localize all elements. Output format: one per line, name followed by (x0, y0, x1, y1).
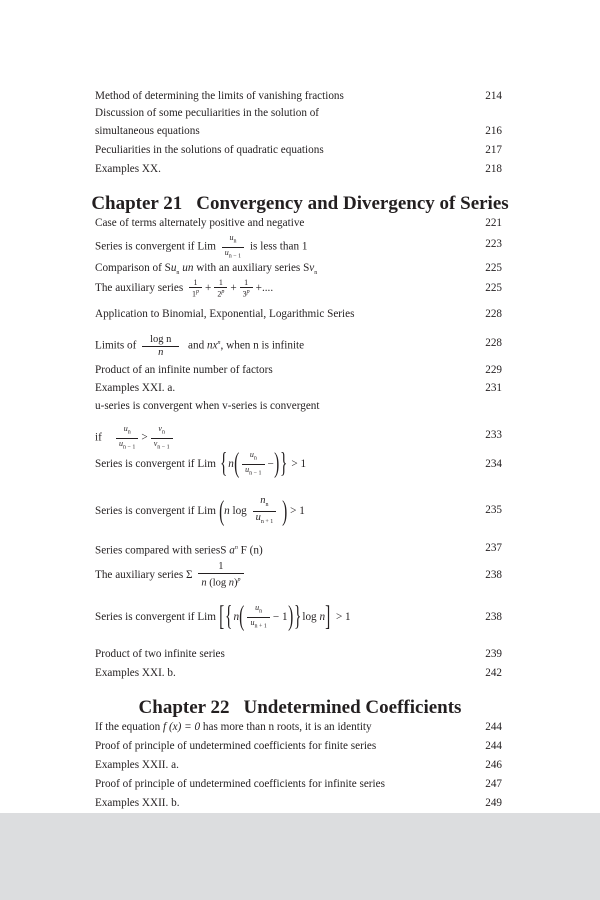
toc-entry-title: If the equation f (x) = 0 has more than n roots, it is an identity (95, 721, 372, 733)
toc-entry (95, 424, 502, 451)
toc-entry-page: 244 (485, 740, 502, 752)
toc-entry-title: Case of terms alternately positive and negative (95, 217, 305, 229)
toc-entry-title: Method of determining the limits of vanishing fractions (95, 90, 344, 102)
toc-entry-title: Application to Binomial, Exponential, Logarithmic Series (95, 308, 355, 320)
ratio-formula: $\frac{v_n}{v_{n - 1}}$ (151, 424, 173, 452)
toc-entry-title: Series compared with seriesS $a^n$ F (n) (95, 544, 263, 557)
chapter-title: Undetermined Coefficients (243, 697, 462, 718)
ratio-formula: $\frac{u_n}{u_{n + 1}}$ (247, 603, 269, 631)
toc-entry-page: 214 (485, 90, 502, 102)
toc-entry-title: Product of two infinite series (95, 648, 225, 660)
toc-entry-title: Examples XX. (95, 163, 161, 175)
toc-entry-title: Series is convergent if Lim $\frac{u_n}{u_{n - 1}}$ is less than 1 (95, 233, 308, 260)
toc-entry-title: simultaneous equations (95, 125, 200, 137)
toc-entry-title: Peculiarities in the solutions of quadratic equations (95, 144, 324, 156)
toc-entry-page: 233 (485, 429, 502, 441)
toc-entry-page: 246 (485, 759, 502, 771)
log-formula: $\frac{\text{log n}}{n}$ (142, 334, 179, 359)
page-footer-band (0, 813, 600, 900)
chapter-number: Chapter 21 (91, 193, 183, 214)
toc-entry-page: 228 (485, 337, 502, 349)
toc-entry-page: 238 (485, 569, 502, 581)
toc-entry-page: 237 (485, 542, 502, 554)
toc-entry-page: 225 (485, 282, 502, 294)
toc-entry-title: Series is convergent if Lim [{n( $\frac{u_n}{u_{n + 1}}$ − 1)}log n] > 1 (95, 601, 351, 633)
ratio-formula: $\frac{u_n}{u_{n - 1}}$ (242, 450, 264, 478)
chapter-number: Chapter 22 (138, 697, 230, 718)
ratio-formula: $\frac{n_n}{u_{n + 1}}$ (253, 495, 277, 528)
toc-entry-page: 229 (485, 364, 502, 376)
series-term: $\frac{1}{3^p}$ (240, 278, 253, 299)
toc-entry-page: 221 (485, 217, 502, 229)
toc-entry (95, 277, 502, 299)
toc-entry-title: Product of an infinite number of factors (95, 364, 273, 376)
toc-entry-title: u-series is convergent when v-series is convergent (95, 400, 320, 412)
toc-entry-page: 238 (485, 611, 502, 623)
toc-entry-page: 244 (485, 721, 502, 733)
toc-entry-page: 247 (485, 778, 502, 790)
ratio-formula: $\frac{u_n}{u_{n - 1}}$ (222, 233, 244, 261)
ratio-formula: $\frac{u_n}{u_{n - 1}}$ (116, 424, 138, 452)
toc-entry-page: 218 (485, 163, 502, 175)
toc-entry-title: Series is convergent if Lim {n( $\frac{u_n}{u_{n - 1}}$ −)} > 1 (95, 448, 307, 480)
toc-entry-page: 225 (485, 262, 502, 274)
toc-entry-title: Comparison of $Su_n$ un with an auxiliary series $Sv_n$ (95, 262, 318, 277)
toc-entry (95, 450, 502, 478)
toc-entry-page: 249 (485, 797, 502, 809)
toc-entry-page: 234 (485, 458, 502, 470)
toc-entry-page: 231 (485, 382, 502, 394)
toc-entry-page: 223 (485, 238, 502, 250)
toc-entry-title: Proof of principle of undetermined coefficients for finite series (95, 740, 377, 752)
toc-entry-page: 235 (485, 504, 502, 516)
toc-entry (95, 330, 502, 356)
toc-entry-page: 228 (485, 308, 502, 320)
series-term: $\frac{1}{1^p}$ (189, 278, 202, 299)
toc-entry-title: Series is convergent if Lim (n log $\frac{n_n}{u_{n + 1}}$ ) > 1 (95, 495, 305, 527)
toc-entry-title: Examples XXII. b. (95, 797, 180, 809)
chapter-heading (0, 697, 600, 719)
toc-entry-title: The auxiliary series Σ $\frac{1}{n (\log n)^p}$ (95, 561, 247, 590)
toc-entry-page: 217 (485, 144, 502, 156)
chapter-title: Convergency and Divergency of Series (196, 193, 509, 214)
toc-entry-page: 216 (485, 125, 502, 137)
toc-entry (95, 602, 502, 632)
toc-entry-page: 242 (485, 667, 502, 679)
toc-entry (95, 561, 502, 589)
toc-entry-title: Discussion of some peculiarities in the solution of (95, 107, 320, 119)
toc-entry-title: Proof of principle of undetermined coefficients for infinite series (95, 778, 385, 790)
toc-entry-title: Examples XXI. a. (95, 382, 176, 394)
toc-entry-title: if $\frac{u_n}{u_{n - 1}}$ > $\frac{v_n}{v_{n - 1}}$ (95, 424, 176, 452)
toc-entry-title: Examples XXI. b. (95, 667, 176, 679)
toc-entry-title: Limits of $\frac{\text{log n}}{n}$ and $nx^n$, when n is infinite (95, 333, 305, 358)
toc-entry (95, 495, 502, 525)
toc-entry-title: The auxiliary series $\frac{1}{1^p}$ + $\frac{1}{2^p}$ + $\frac{1}{3^p}$ +.... (95, 278, 274, 299)
toc-entry (95, 233, 502, 260)
series-term: $\frac{1}{2^p}$ (214, 278, 227, 299)
toc-entry-title: Examples XXII. a. (95, 759, 179, 771)
toc-entry-page: 239 (485, 648, 502, 660)
series-term: $\frac{1}{n (\log n)^p}$ (198, 561, 243, 590)
chapter-heading (0, 193, 600, 215)
